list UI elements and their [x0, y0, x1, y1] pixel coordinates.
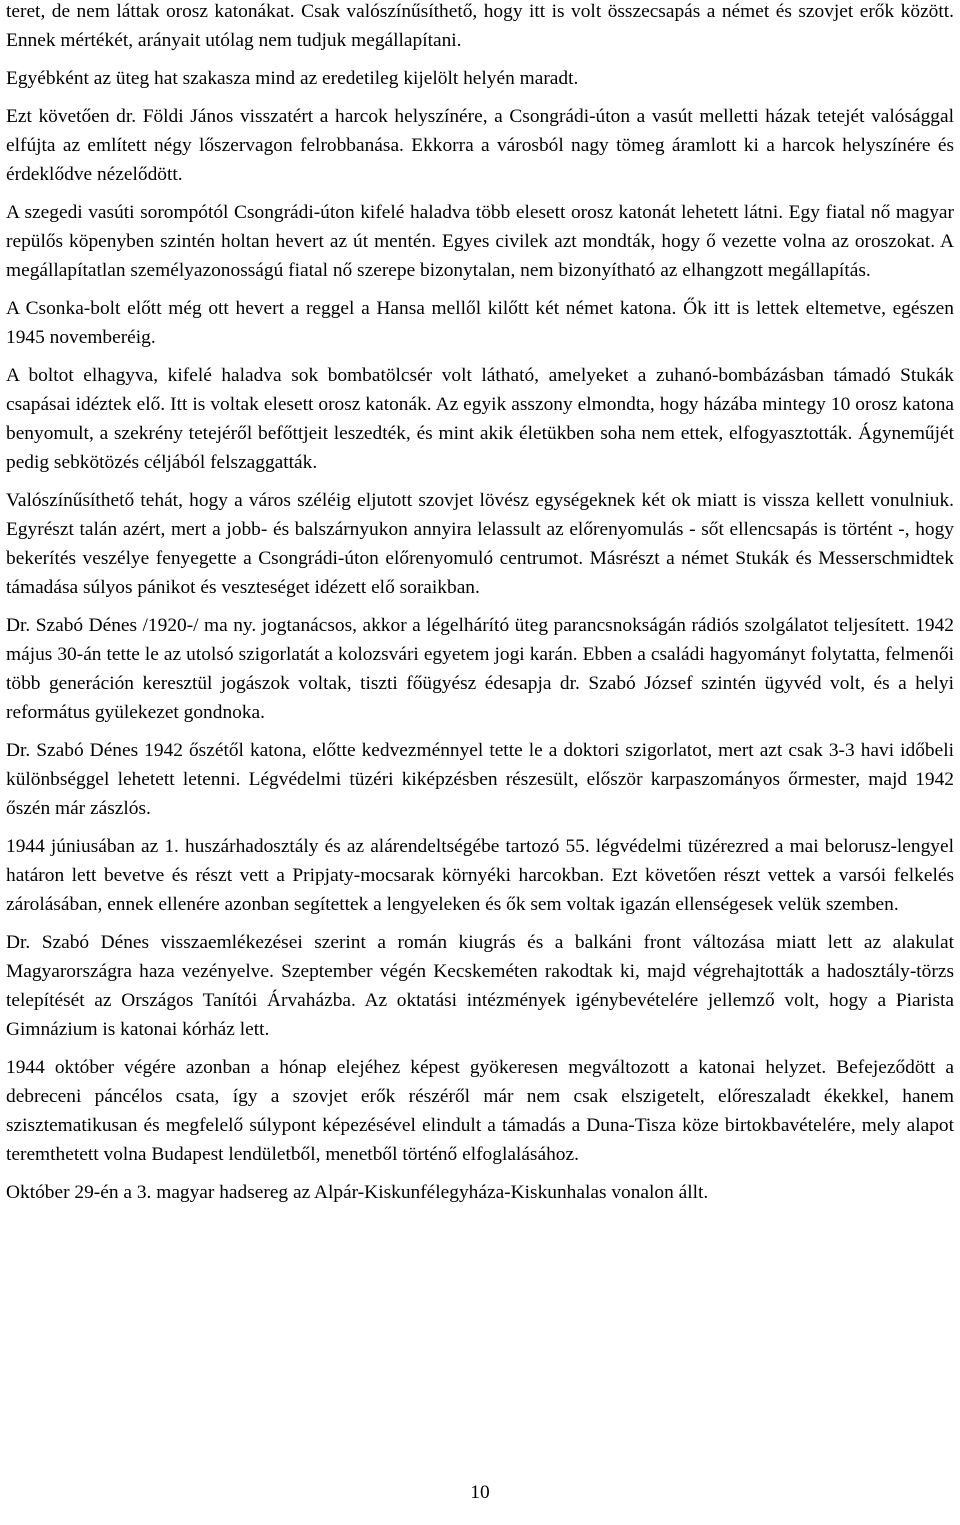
paragraph-11: Dr. Szabó Dénes visszaemlékezései szerint a román kiugrás és a balkáni front változása miatt lett az alakulat Magyarországra haza vezényelve. Szeptember végén Kecskeméten rakodtak ki, majd végrehajtották a hadosztály-törzs telepítését az Országos Tanítói Árvaházba. Az oktatási intézmények igénybevételére jellemző volt, hogy a Piarista Gimnázium is katonai kórház lett.	[6, 932, 954, 1040]
paragraph-2: Egyébként az üteg hat szakasza mind az eredetileg kijelölt helyén maradt.	[6, 68, 579, 89]
paragraph-9: Dr. Szabó Dénes 1942 őszétől katona, előtte kedvezménnyel tette le a doktori szigorlatot, mert azt csak 3-3 havi időbeli különbséggel lehetett letenni. Légvédelmi tüzéri kiképzésben részesült, először karpaszományos őrmester, majd 1942 őszén már zászlós.	[6, 740, 954, 819]
paragraph-12: 1944 október végére azonban a hónap elejéhez képest gyökeresen megváltozott a katonai helyzet. Befejeződött a debreceni páncélos csata, így a szovjet erők részéről már nem csak elszigetelt, előreszaladt ékekkel, hanem szisztematikusan és megfelelő súlypont képezésével elindult a támadás a Duna-Tisza köze birtokbavételére, mely alapot teremthetett volna Budapest lendületből, menetből történő elfoglalásához.	[6, 1057, 954, 1165]
document-page	[6, 0, 954, 1216]
paragraph-1: teret, de nem láttak orosz katonákat. Csak valószínűsíthető, hogy itt is volt összecsapás a német és szovjet erők között. Ennek mértékét, arányait utólag nem tudjuk megállapítani.	[6, 1, 954, 51]
paragraph-4: A szegedi vasúti sorompótól Csongrádi-úton kifelé haladva több elesett orosz katonát lehetett látni. Egy fiatal nő magyar repülős köpenyben szintén holtan hevert az út mentén. Egyes civilek azt mondták, hogy ő vezette volna az oroszokat. A megállapítatlan személyazonosságú fiatal nő szerepe bizonytalan, nem bizonyítható az elhangzott megállapítás.	[6, 202, 954, 281]
paragraph-10: 1944 júniusában az 1. huszárhadosztály és az alárendeltségébe tartozó 55. légvédelmi tüzérezred a mai belorusz-lengyel határon lett bevetve és részt vett a Pripjaty-mocsarak környéki harcokban. Ezt követően részt vettek a varsói felkelés zárolásában, ennek ellenére azonban segítettek a lengyeleken és ők sem voltak igazán ellenségesek velük szemben.	[6, 836, 954, 915]
page-number: 10	[470, 1482, 490, 1503]
paragraph-3: Ezt követően dr. Földi János visszatért a harcok helyszínére, a Csongrádi-úton a vasút melletti házak tetejét valósággal elfújta az említett négy lőszervagon felrobbanása. Ekkorra a városból nagy tömeg áramlott ki a harcok helyszínére és érdeklődve nézelődött.	[6, 106, 954, 185]
paragraph-7: Valószínűsíthető tehát, hogy a város széléig eljutott szovjet lövész egységeknek két ok miatt is vissza kellett vonulniuk. Egyrészt talán azért, mert a jobb- és balszárnyukon annyira lelassult az előrenyomulás - sőt ellencsapás is történt -, hogy bekerítés veszélye fenyegette a Csongrádi-úton előrenyomuló centrumot. Másrészt a német Stukák és Messerschmidtek támadása súlyos pánikot és veszteséget idézett elő soraikban.	[6, 490, 954, 598]
paragraph-8: Dr. Szabó Dénes /1920-/ ma ny. jogtanácsos, akkor a légelhárító üteg parancsnokságán rádiós szolgálatot teljesített. 1942 május 30-án tette le az utolsó szigorlatát a kolozsvári egyetem jogi karán. Ebben a családi hagyományt folytatta, felmenői több generáción keresztül jogászok voltak, tiszti főügyész édesapja dr. Szabó József szintén ügyvéd volt, és a helyi református gyülekezet gondnoka.	[6, 615, 954, 723]
paragraph-5: A Csonka-bolt előtt még ott hevert a reggel a Hansa mellől kilőtt két német katona. Ők itt is lettek eltemetve, egészen 1945 novemberéig.	[6, 298, 954, 348]
paragraph-13: Október 29-én a 3. magyar hadsereg az Alpár-Kiskunfélegyháza-Kiskunhalas vonalon állt.	[6, 1182, 709, 1203]
paragraph-6: A boltot elhagyva, kifelé haladva sok bombatölcsér volt látható, amelyeket a zuhanó-bombázásban támadó Stukák csapásai idéztek elő. Itt is voltak elesett orosz katonák. Az egyik asszony elmondta, hogy házába mintegy 10 orosz katona benyomult, a szekrény tetejéről befőttjeit leszedték, és mint akik életükben soha nem ettek, elfogyasztották. Ágyneműjét pedig sebkötözés céljából felszaggatták.	[6, 365, 954, 473]
